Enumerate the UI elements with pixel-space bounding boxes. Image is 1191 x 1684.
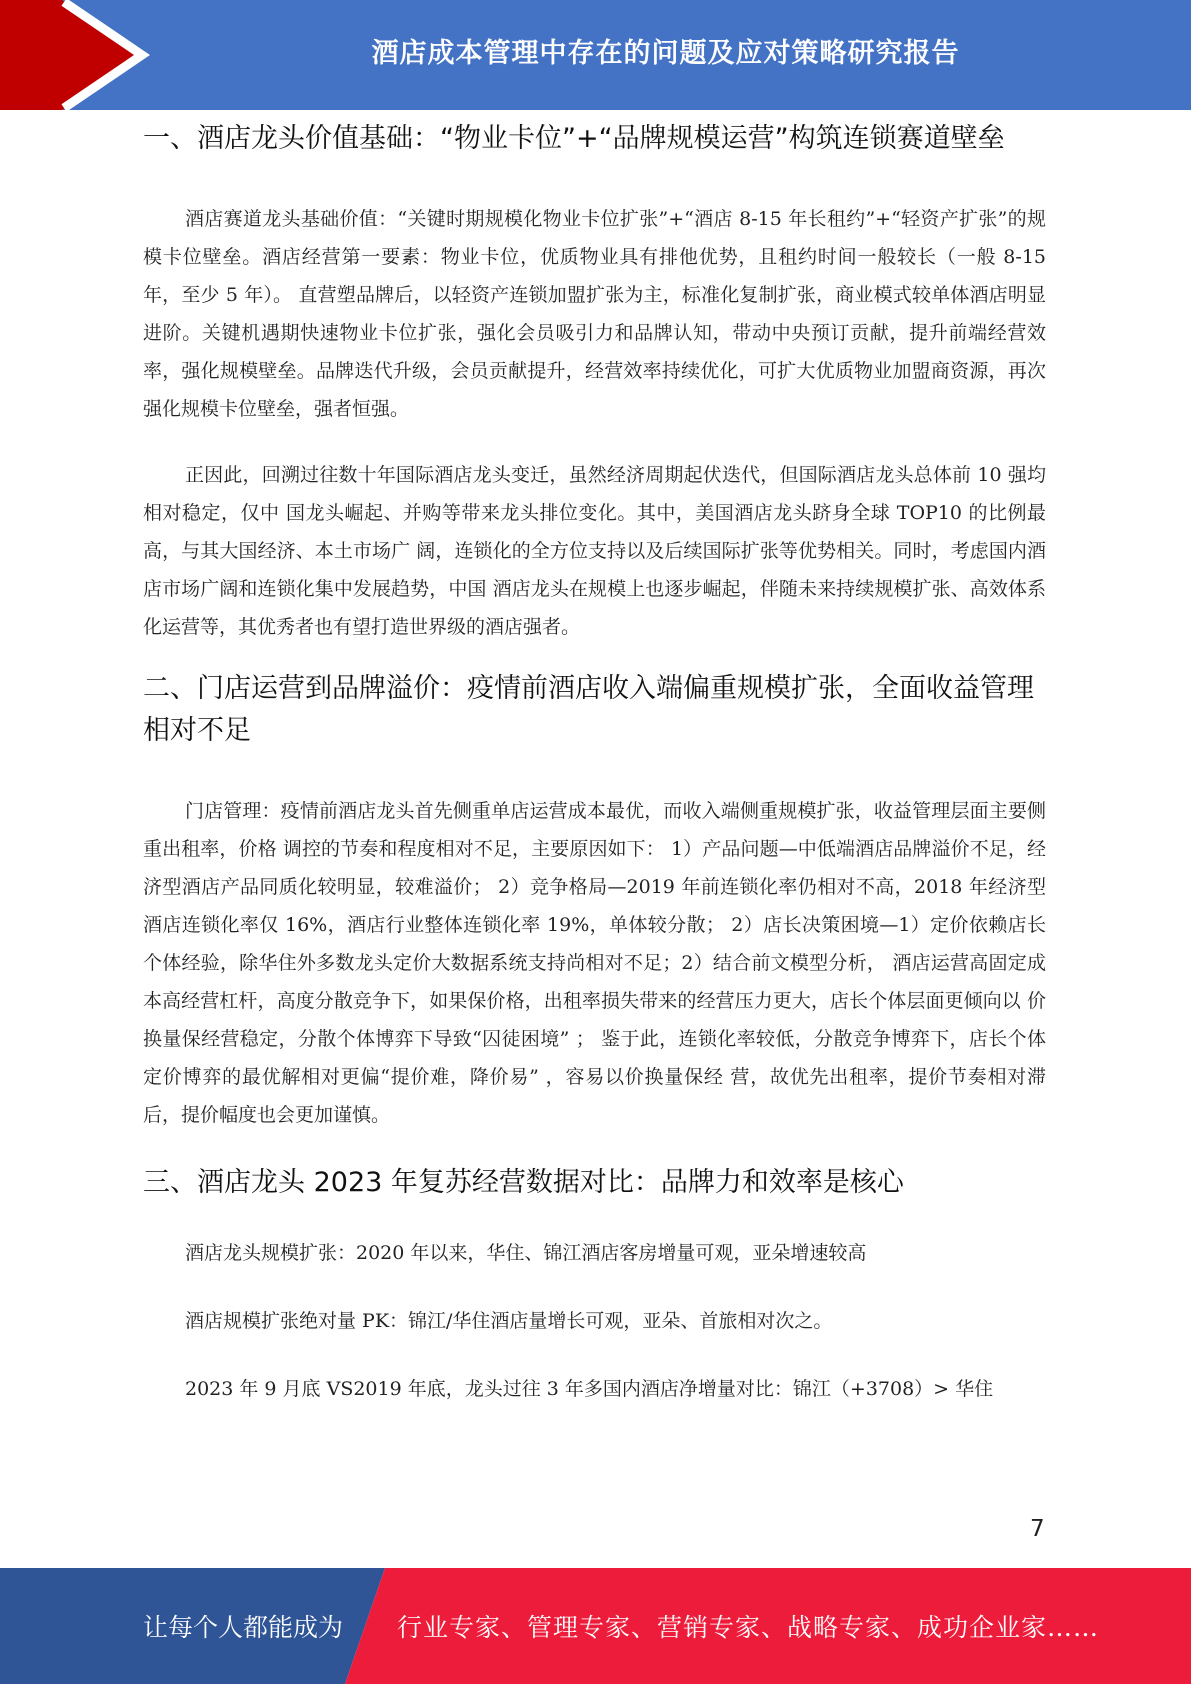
section-2-heading: 二、门店运营到品牌溢价：疫情前酒店收入端偏重规模扩张，全面收益管理相对不足 <box>143 673 1034 746</box>
footer-slogan-right: 行业专家、管理专家、营销专家、战略专家、成功企业家…… <box>397 1613 1100 1642</box>
section-1-paragraph-1: 酒店赛道龙头基础价值：“关键时期规模化物业卡位扩张”+“酒店 8-15 年长租约”+“轻资产扩张”的规模卡位壁垒。酒店经营第一要素：物业卡位，优质物业具有排他优势，且租约时间一般较长（一般 8-15 年，至少 5 年）。 直营塑品牌后，以轻资产连锁加盟扩张为主，标准化复制扩张，商业模式较单体酒店明显进阶。关键机遇期快速物业卡位扩张，强化会员吸引力和品牌认知，带动中央预订贡献，提升前端经营效率，强化规模壁垒。品牌迭代升级，会员贡献提升，经营效率持续优化，可扩大优质物业加盟商资源，再次强化规模卡位壁垒，强者恒强。 <box>143 208 1046 420</box>
footer-slogan-left: 让每个人都能成为 <box>143 1613 344 1642</box>
document-body <box>143 118 1046 1408</box>
section-2-paragraph-1: 门店管理：疫情前酒店龙头首先侧重单店运营成本最优，而收入端侧重规模扩张，收益管理层面主要侧重出租率，价格 调控的节奏和程度相对不足，主要原因如下： 1）产品问题—中低端酒店品牌溢价不足，经济型酒店产品同质化较明显，较难溢价； 2）竞争格局—2019 年前连锁化率仍相对不高，2018 年经济型酒店连锁化率仅 16%，酒店行业整体连锁化率 19%，单体较分散； 2）店长决策困境—1）定价依赖店长个体经验，除华住外多数龙头定价大数据系统支持尚相对不足；2）结合前文模型分析， 酒店运营高固定成本高经营杠杆，高度分散竞争下，如果保价格，出租率损失带来的经营压力更大，店长个体层面更倾向以 价换量保经营稳定，分散个体博弈下导致“囚徒困境” ； 鉴于此，连锁化率较低，分散竞争博弈下，店长个体定价博弈的最优解相对更偏“提价难，降价易” ，容易以价换量保经 营，故优先出租率，提价节奏相对滞后，提价幅度也会更加谨慎。 <box>143 800 1046 1126</box>
section-3-paragraph-1: 酒店龙头规模扩张：2020 年以来，华住、锦江酒店客房增量可观，亚朵增速较高 <box>185 1242 867 1264</box>
footer-banner <box>0 1568 1191 1684</box>
header-bar <box>0 0 1191 110</box>
section-1-paragraph-2: 正因此，回溯过往数十年国际酒店龙头变迁，虽然经济周期起伏迭代，但国际酒店龙头总体前 10 强均相对稳定，仅中 国龙头崛起、并购等带来龙头排位变化。其中，美国酒店龙头跻身全球 TOP10 的比例最高，与其大国经济、本土市场广 阔，连锁化的全方位支持以及后续国际扩张等优势相关。同时，考虑国内酒店市场广阔和连锁化集中发展趋势，中国 酒店龙头在规模上也逐步崛起，伴随未来持续规模扩张、高效体系化运营等，其优秀者也有望打造世界级的酒店强者。 <box>143 464 1046 638</box>
section-3-paragraph-3: 2023 年 9 月底 VS2019 年底，龙头过往 3 年多国内酒店净增量对比：锦江（+3708）> 华住 <box>185 1378 994 1400</box>
section-1-heading: 一、酒店龙头价值基础：“物业卡位”+“品牌规模运营”构筑连锁赛道壁垒 <box>143 123 1005 154</box>
report-title: 酒店成本管理中存在的问题及应对策略研究报告 <box>371 37 960 69</box>
section-3-heading: 三、酒店龙头 2023 年复苏经营数据对比：品牌力和效率是核心 <box>143 1167 904 1198</box>
page-number: 7 <box>1030 1516 1045 1542</box>
section-3-paragraph-2: 酒店规模扩张绝对量 PK：锦江/华住酒店量增长可观，亚朵、首旅相对次之。 <box>185 1310 833 1332</box>
